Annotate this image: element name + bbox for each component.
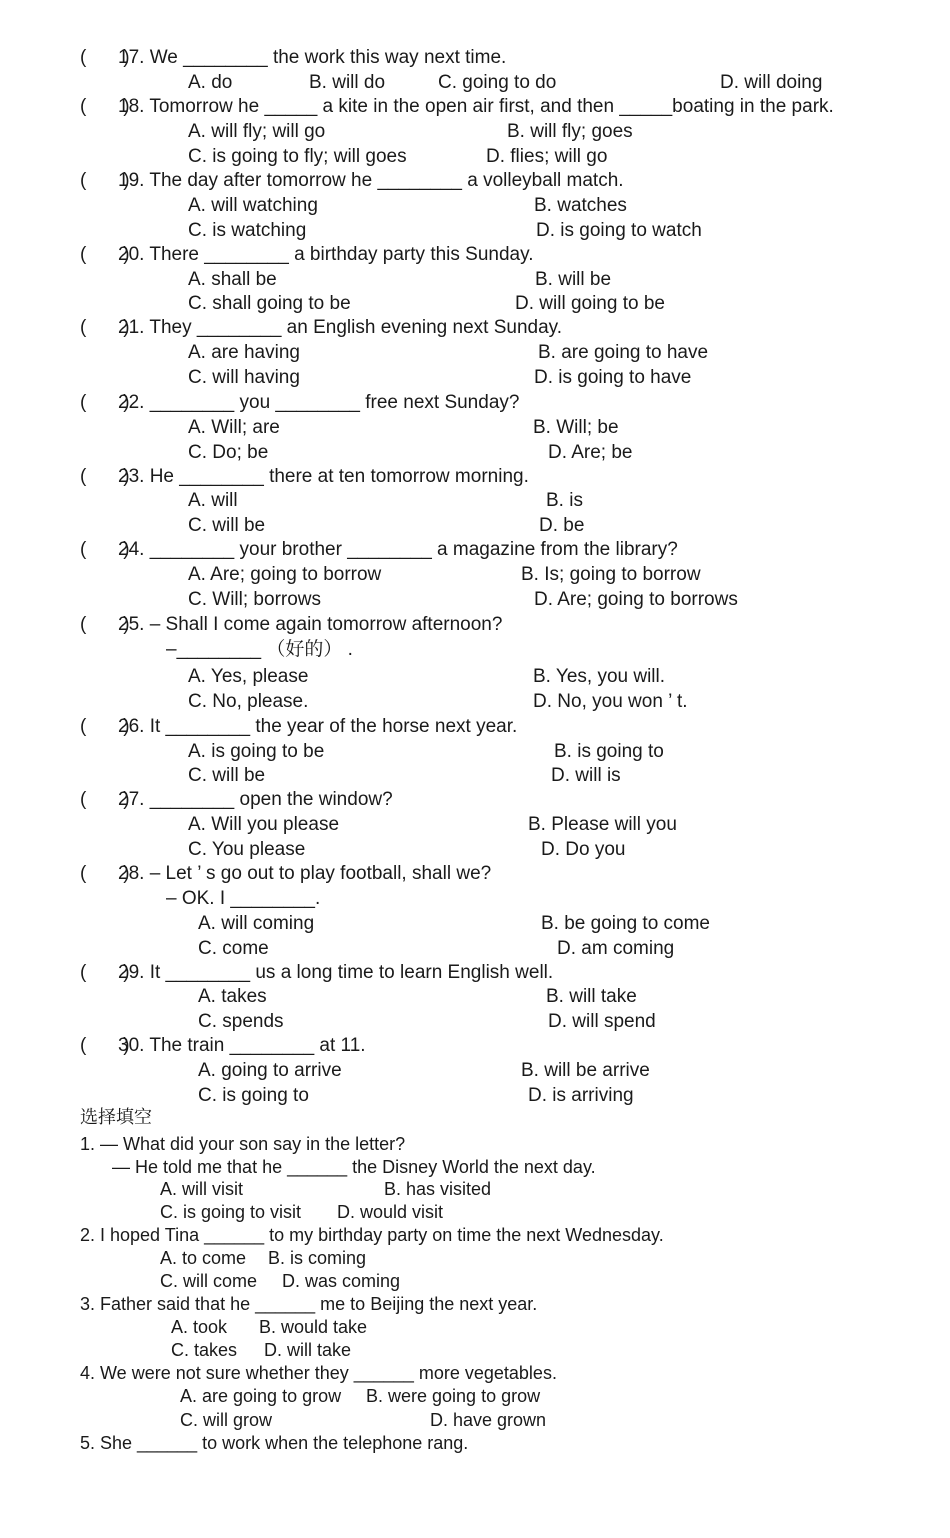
question-stem: 25. – Shall I come again tomorrow afternoon? [118,614,503,635]
question-stem: 29. It ________ us a long time to learn English well. [118,962,554,983]
question-stem: 28. – Let ’ s go out to play football, shall we? [118,863,492,884]
answer-bracket: ( ) [80,789,130,810]
answer-bracket: ( ) [80,244,130,265]
answer-bracket: ( ) [80,614,130,635]
option-b: B. will take [546,986,637,1007]
answer-bracket: ( ) [80,392,130,413]
option-d: D. will take [264,1340,352,1360]
option-c: C. is going to fly; will goes [188,146,407,167]
option-a: A. will [188,490,238,511]
option-d: D. Are; be [548,442,633,463]
option-a: A. shall be [188,269,277,290]
option-d: D. will going to be [515,293,665,314]
option-a: A. are having [188,342,300,363]
question-stem: 5. She ______ to work when the telephone rang. [80,1433,469,1453]
option-b: B. will do [309,72,386,93]
option-b: B. watches [534,195,627,216]
option-a: A. to come [160,1248,247,1268]
answer-bracket: ( ) [80,96,130,117]
question-stem: 2. I hoped Tina ______ to my birthday party on time the next Wednesday. [80,1225,664,1245]
option-d: D. be [539,515,585,536]
option-b: B. is coming [268,1248,367,1268]
question-stem: 18. Tomorrow he _____ a kite in the open air first, and then _____boating in the park. [118,96,834,117]
question-stem: 30. The train ________ at 11. [118,1035,366,1056]
answer-bracket: ( ) [80,47,130,68]
option-c: C. will be [188,515,266,536]
option-b: B. is going to [554,741,664,762]
option-a: A. Will you please [188,814,340,835]
answer-bracket: ( ) [80,317,130,338]
option-c: C. is watching [188,220,307,241]
option-b: B. Will; be [533,417,619,438]
option-d: D. was coming [282,1271,401,1291]
question-stem: 4. We were not sure whether they ______ more vegetables. [80,1363,557,1383]
option-a: A. takes [198,986,267,1007]
option-b: B. were going to grow [366,1386,541,1406]
option-c: C. going to do [438,72,557,93]
answer-bracket: ( ) [80,962,130,983]
option-a: A. Are; going to borrow [188,564,382,585]
option-a: A. Will; are [188,417,280,438]
answer-bracket: ( ) [80,863,130,884]
option-b: B. will be arrive [521,1060,650,1081]
answer-bracket: ( ) [80,1035,130,1056]
option-a: A. are going to grow [180,1386,342,1406]
option-b: B. will be [535,269,612,290]
option-a: A. Yes, please [188,666,309,687]
option-c: C. will having [188,367,300,388]
option-c: C. is going to [198,1085,309,1106]
option-c: C. You please [188,839,306,860]
option-c: C. will grow [180,1410,273,1430]
answer-bracket: ( ) [80,170,130,191]
option-b: B. be going to come [541,913,710,934]
option-a: A. will fly; will go [188,121,326,142]
option-c: C. will be [188,765,266,786]
option-c: C. No, please. [188,691,309,712]
question-stem: 1. — What did your son say in the letter? [80,1134,406,1154]
option-a: A. took [171,1317,228,1337]
question-stem: 26. It ________ the year of the horse next year. [118,716,518,737]
option-d: D. flies; will go [486,146,608,167]
option-d: D. Are; going to borrows [534,589,738,610]
question-stem: 20. There ________ a birthday party this Sunday. [118,244,534,265]
option-a: A. do [188,72,233,93]
option-d: D. No, you won ’ t. [533,691,688,712]
option-b: B. Please will you [528,814,677,835]
option-b: B. is [546,490,583,511]
option-a: A. will watching [188,195,318,216]
option-d: D. am coming [557,938,675,959]
question-stem: 3. Father said that he ______ me to Beijing the next year. [80,1294,538,1314]
question-stem: 24. ________ your brother ________ a magazine from the library? [118,539,678,560]
option-b: B. will fly; goes [507,121,633,142]
option-a: A. is going to be [188,741,325,762]
option-c: C. Do; be [188,442,269,463]
option-d: D. is going to watch [536,220,702,241]
option-d: D. will is [551,765,621,786]
answer-bracket: ( ) [80,716,130,737]
option-c: C. will come [160,1271,258,1291]
option-c: C. is going to visit [160,1202,302,1222]
option-d: D. is arriving [528,1085,634,1106]
option-d: D. is going to have [534,367,692,388]
option-b: B. are going to have [538,342,709,363]
option-d: D. will doing [720,72,823,93]
option-d: D. will spend [548,1011,656,1032]
question-stem: 23. He ________ there at ten tomorrow morning. [118,466,529,487]
option-c: C. shall going to be [188,293,351,314]
dialogue-reply: — He told me that he ______ the Disney World the next day. [112,1157,596,1177]
dialogue-reply: –________ （好的） . [166,639,353,660]
question-stem: 21. They ________ an English evening next Sunday. [118,317,563,338]
option-b: B. Is; going to borrow [521,564,701,585]
option-d: D. would visit [337,1202,444,1222]
option-b: B. has visited [384,1179,492,1199]
section-heading: 选择填空 [80,1107,152,1127]
option-b: B. would take [259,1317,368,1337]
answer-bracket: ( ) [80,466,130,487]
option-a: A. will coming [198,913,315,934]
question-stem: 17. We ________ the work this way next time. [118,47,507,68]
option-c: C. come [198,938,269,959]
answer-bracket: ( ) [80,539,130,560]
option-a: A. will visit [160,1179,244,1199]
option-c: C. spends [198,1011,284,1032]
question-stem: 19. The day after tomorrow he ________ a volleyball match. [118,170,624,191]
question-stem: 22. ________ you ________ free next Sunday? [118,392,520,413]
dialogue-reply: – OK. I ________. [166,888,321,909]
question-stem: 27. ________ open the window? [118,789,393,810]
option-c: C. Will; borrows [188,589,322,610]
option-c: C. takes [171,1340,238,1360]
option-d: D. have grown [430,1410,547,1430]
option-b: B. Yes, you will. [533,666,666,687]
option-a: A. going to arrive [198,1060,342,1081]
option-d: D. Do you [541,839,626,860]
